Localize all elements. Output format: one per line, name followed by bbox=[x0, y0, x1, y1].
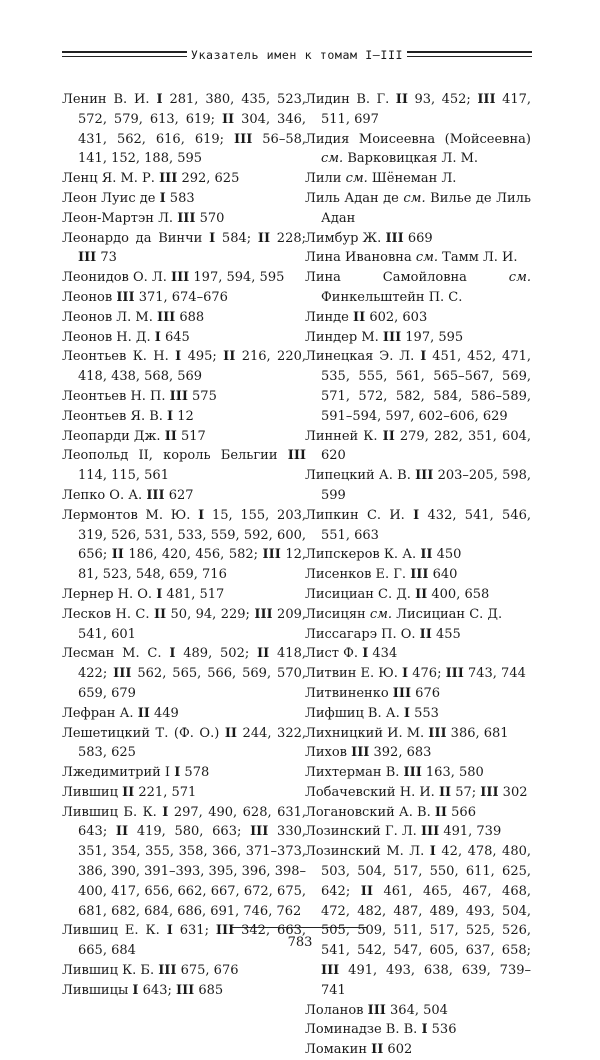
index-entry: Лили см. Шёнеман Л. bbox=[305, 171, 457, 187]
index-entry: Леонтьев К. Н. I 495; II 216, 220, 418, 438, 568, 569 bbox=[62, 349, 306, 385]
index-entry: Лозинский М. Л. I 42, 478, 480, 503, 504, 517, 550, 611, 625, 642; II 461, 465, 467, 468, 472, 482, 487, 489, 493, 504, 505, 509, 511, 517, 525, 526, 541, 542, 547, 605, 637, 658; III 491, 493, 638, 639, 739–741 bbox=[305, 844, 531, 998]
header-rule-right bbox=[407, 51, 532, 60]
running-header bbox=[62, 44, 532, 68]
index-entry: Лоланов III 364, 504 bbox=[305, 1002, 448, 1018]
index-entry: Липкин С. И. I 432, 541, 546, 551, 663 bbox=[305, 507, 531, 543]
index-entry: Леопольд II, король Бельгии III 114, 115, 561 bbox=[62, 448, 306, 484]
index-entry: Лефран А. II 449 bbox=[62, 705, 179, 721]
index-entry: Лепко О. А. III 627 bbox=[62, 487, 194, 503]
index-entry: Леонтьев Н. П. III 575 bbox=[62, 388, 217, 404]
index-entry: Липскеров К. А. II 450 bbox=[305, 547, 462, 563]
index-entry: Леонов Л. М. III 688 bbox=[62, 309, 205, 325]
index-entry: Лобачевский Н. И. II 57; III 302 bbox=[305, 784, 528, 800]
index-entry: Лесман М. С. I 489, 502; II 418, 422; III 562, 565, 566, 569, 570, 659, 679 bbox=[62, 646, 307, 701]
index-entry: Лимбур Ж. III 669 bbox=[305, 230, 433, 246]
index-entry: Лисицян см. Лисициан С. Д. bbox=[305, 606, 503, 622]
index-entry: Лихов III 392, 683 bbox=[305, 745, 432, 761]
header-rule-left bbox=[62, 51, 187, 60]
index-entry: Липецкий А. В. III 203–205, 598, 599 bbox=[305, 468, 532, 503]
index-entry: Лина Самойловна см. Финкельштейн П. С. bbox=[305, 270, 531, 305]
index-entry: Лисенков Е. Г. III 640 bbox=[305, 567, 458, 583]
index-entry: Линней К. II 279, 282, 351, 604, 620 bbox=[305, 428, 531, 464]
index-entry: Леон Луис де I 583 bbox=[62, 190, 195, 206]
index-entry: Литвиненко III 676 bbox=[305, 685, 440, 701]
index-entry: Леонтьев Я. В. I 12 bbox=[62, 408, 194, 424]
index-entry: Лесков Н. С. II 50, 94, 229; III 209, 541, 601 bbox=[62, 606, 306, 642]
index-entry: Лернер Н. О. I 481, 517 bbox=[62, 586, 225, 602]
index-entry: Лиль Адан де см. Вилье де Лиль Адан bbox=[305, 190, 531, 226]
index-entry: Литвин Е. Ю. I 476; III 743, 744 bbox=[305, 666, 526, 682]
index-entry: Ленц Я. М. Р. III 292, 625 bbox=[62, 171, 240, 187]
index-entry: Лозинский Г. Л. III 491, 739 bbox=[305, 824, 502, 840]
index-entry: Леопарди Дж. II 517 bbox=[62, 428, 206, 444]
footer-rule bbox=[231, 927, 367, 928]
index-entry: Логановский А. В. II 566 bbox=[305, 804, 476, 820]
index-entry: Лист Ф. I 434 bbox=[305, 646, 398, 662]
index-entry: Ломинадзе В. В. I 536 bbox=[305, 1022, 457, 1038]
index-entry: Лившиц Б. К. I 297, 490, 628, 631, 643; II 419, 580, 663; III 330, 351, 354, 355, 358, 366, 371–373, 386, 390, 391–393, 395, 396, 398–400, 417, 656, 662, 667, 672, 675, 681, 682, 684, 686, 691, 746, 762 bbox=[62, 804, 307, 919]
index-entry: Ломакин II 602 bbox=[305, 1042, 413, 1058]
index-entry: Леонидов О. Л. III 197, 594, 595 bbox=[62, 270, 285, 286]
index-entry: Линдер М. III 197, 595 bbox=[305, 329, 464, 345]
index-entry: Лешетицкий Т. (Ф. О.) II 244, 322, 583, 625 bbox=[62, 725, 306, 761]
index-entry: Лжедимитрий I I 578 bbox=[62, 765, 210, 781]
index-entry: Лина Ивановна см. Тамм Л. И. bbox=[305, 250, 518, 266]
index-entry: Лидин В. Г. II 93, 452; III 417, 511, 697 bbox=[305, 92, 532, 127]
index-entry: Леонов III 371, 674–676 bbox=[62, 289, 228, 305]
index-entry: Линецкая Э. Л. I 451, 452, 471, 535, 555, 561, 565–567, 569, 571, 572, 582, 584, 586–589, 591–594, 597, 602–606, 629 bbox=[305, 349, 531, 424]
index-entry: Лихтерман В. III 163, 580 bbox=[305, 765, 484, 781]
index-entry: Леонов Н. Д. I 645 bbox=[62, 329, 190, 345]
index-entry: Лидия Моисеевна (Мойсеевна) см. Варковицкая Л. М. bbox=[305, 131, 531, 167]
index-column-left bbox=[62, 90, 306, 1001]
index-entry: Леонардо да Винчи I 584; II 228; III 73 bbox=[62, 230, 307, 266]
index-entry: Ленин В. И. I 281, 380, 435, 523, 572, 579, 613, 619; II 304, 346, 431, 562, 616, 619; III 56–58, 141, 152, 188, 595 bbox=[62, 92, 307, 167]
index-entry: Лифшиц В. А. I 553 bbox=[305, 705, 439, 721]
index-entry: Лившицы I 643; III 685 bbox=[62, 982, 224, 998]
index-column-right bbox=[305, 90, 531, 1060]
index-entry: Леон-Мартэн Л. III 570 bbox=[62, 210, 225, 226]
index-entry: Линде II 602, 603 bbox=[305, 309, 428, 325]
index-entry: Лившиц II 221, 571 bbox=[62, 784, 197, 800]
page-number: 783 bbox=[287, 935, 313, 950]
index-entry: Лиссагарэ П. О. II 455 bbox=[305, 626, 461, 642]
index-entry: Лермонтов М. Ю. I 15, 155, 203, 319, 526, 531, 533, 559, 592, 600, 656; II 186, 420, 456, 582; III 12, 81, 523, 548, 659, 716 bbox=[62, 507, 307, 583]
index-entry: Лившиц Е. К. I 631; III 342, 663, 665, 684 bbox=[62, 923, 307, 959]
index-entry: Лихницкий И. М. III 386, 681 bbox=[305, 725, 509, 741]
running-head-title: Указатель имен к томам I–III bbox=[190, 48, 404, 62]
index-entry: Лисициан С. Д. II 400, 658 bbox=[305, 586, 490, 602]
index-entry: Лившиц К. Б. III 675, 676 bbox=[62, 963, 239, 979]
